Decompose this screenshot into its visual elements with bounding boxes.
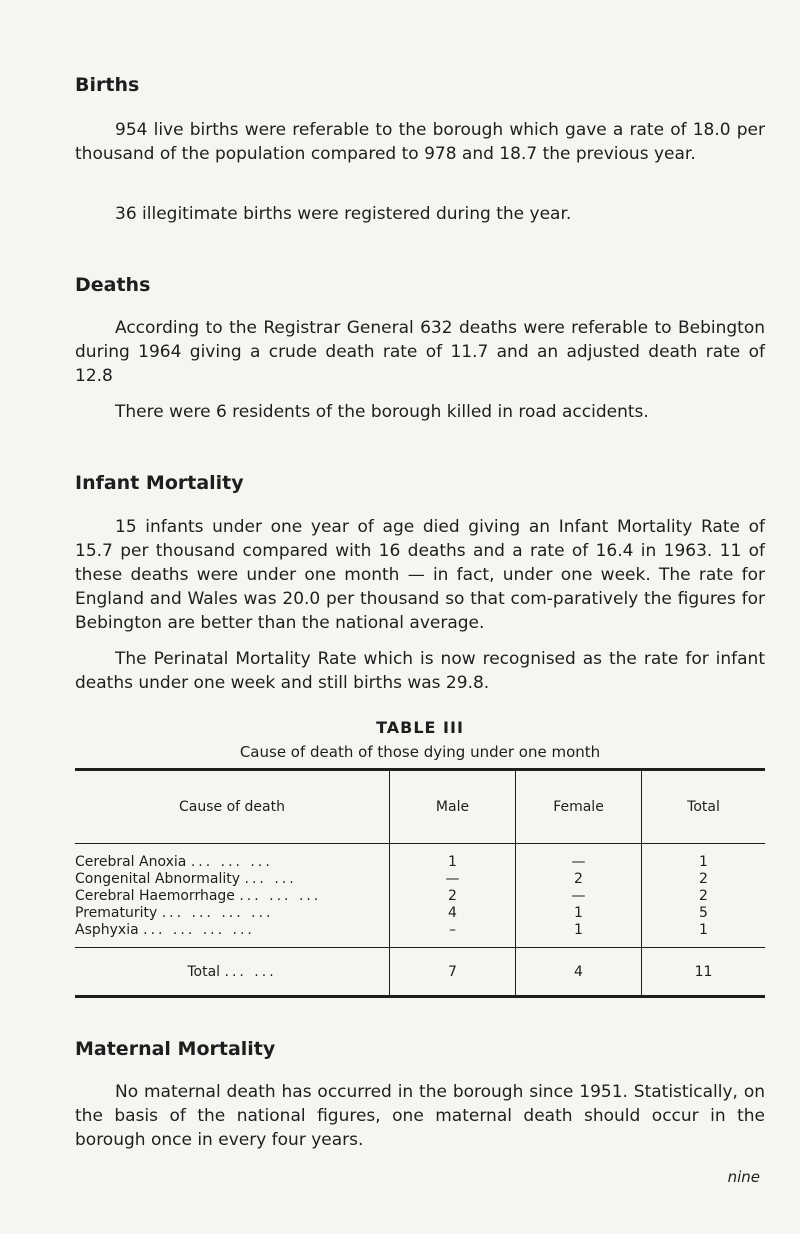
total-female: 4 bbox=[516, 948, 642, 997]
total-label: Total bbox=[187, 963, 221, 980]
table-header-row bbox=[75, 770, 765, 844]
deaths-heading: Deaths bbox=[75, 274, 151, 296]
cause-label: Cerebral Anoxia bbox=[75, 854, 187, 870]
leader-dots: ... ... ... bbox=[190, 854, 273, 870]
table-total-row bbox=[75, 948, 765, 997]
table-title: TABLE III bbox=[376, 718, 464, 737]
cause-label: Asphyxia bbox=[75, 922, 139, 938]
row-cause bbox=[75, 871, 390, 888]
cause-label: Cerebral Haemorrhage bbox=[75, 888, 235, 904]
row-male: 4 bbox=[390, 905, 516, 922]
row-cause bbox=[75, 922, 390, 948]
row-male: 2 bbox=[390, 888, 516, 905]
maternal-mortality-paragraph: No maternal death has occurred in the borough since 1951. Statistically, on the basis of the national figures, one maternal death should occur in the borough once in every four years. bbox=[75, 1082, 765, 1150]
row-female: — bbox=[516, 844, 642, 872]
births-paragraph-2: 36 illegitimate births were registered during the year. bbox=[115, 204, 572, 224]
row-female: 1 bbox=[516, 905, 642, 922]
cause-label: Prematurity bbox=[75, 905, 158, 921]
row-cause bbox=[75, 905, 390, 922]
row-male: – bbox=[390, 922, 516, 948]
births-heading: Births bbox=[75, 74, 140, 96]
infant-mortality-heading: Infant Mortality bbox=[75, 472, 244, 494]
deaths-paragraph-1: According to the Registrar General 632 deaths were referable to Bebington during 1964 giving a crude death rate of 11.7 and an adjusted death rate of 12.8 bbox=[75, 318, 765, 386]
infant-mortality-paragraph-1: 15 infants under one year of age died giving an Infant Mortality Rate of 15.7 per thousand compared with 16 deaths and a rate of 16.4 in 1963. 11 of these deaths were under one month — in fact, under one week. The rate for England and Wales was 20.0 per thousand so that com-paratively the figures for Bebington are better than the national average. bbox=[75, 517, 765, 633]
row-female: — bbox=[516, 888, 642, 905]
table-row bbox=[75, 905, 765, 922]
table-subtitle: Cause of death of those dying under one month bbox=[239, 743, 601, 761]
total-label-cell bbox=[75, 948, 390, 997]
table-row bbox=[75, 922, 765, 948]
row-male: — bbox=[390, 871, 516, 888]
cause-label: Congenital Abnormality bbox=[75, 871, 241, 887]
births-paragraph-1: 954 live births were referable to the borough which gave a rate of 18.0 per thousand of the population compared to 978 and 18.7 the previous year. bbox=[75, 120, 765, 164]
header-cause: Cause of death bbox=[75, 770, 390, 844]
page-number: nine bbox=[727, 1168, 760, 1186]
table-row bbox=[75, 888, 765, 905]
row-male: 1 bbox=[390, 844, 516, 872]
deaths-paragraph-2: There were 6 residents of the borough killed in road accidents. bbox=[115, 402, 649, 422]
header-total: Total bbox=[642, 770, 766, 844]
cause-of-death-table bbox=[75, 768, 765, 998]
table-row bbox=[75, 844, 765, 872]
leader-dots: ... ... bbox=[224, 963, 277, 980]
row-female: 1 bbox=[516, 922, 642, 948]
leader-dots: ... ... ... ... bbox=[143, 922, 255, 938]
row-female: 2 bbox=[516, 871, 642, 888]
header-male: Male bbox=[390, 770, 516, 844]
maternal-mortality-heading: Maternal Mortality bbox=[75, 1038, 276, 1060]
total-male: 7 bbox=[390, 948, 516, 997]
row-cause bbox=[75, 844, 390, 872]
leader-dots: ... ... ... ... bbox=[161, 905, 274, 921]
row-total: 2 bbox=[642, 871, 766, 888]
row-total: 5 bbox=[642, 905, 766, 922]
row-total: 2 bbox=[642, 888, 766, 905]
leader-dots: ... ... ... bbox=[239, 888, 322, 904]
header-female: Female bbox=[516, 770, 642, 844]
infant-mortality-paragraph-2: The Perinatal Mortality Rate which is now recognised as the rate for infant deaths under one week and still births was 29.8. bbox=[75, 649, 765, 693]
row-total: 1 bbox=[642, 844, 766, 872]
row-cause bbox=[75, 888, 390, 905]
total-total: 11 bbox=[642, 948, 766, 997]
leader-dots: ... ... bbox=[244, 871, 297, 887]
row-total: 1 bbox=[642, 922, 766, 948]
table-row bbox=[75, 871, 765, 888]
